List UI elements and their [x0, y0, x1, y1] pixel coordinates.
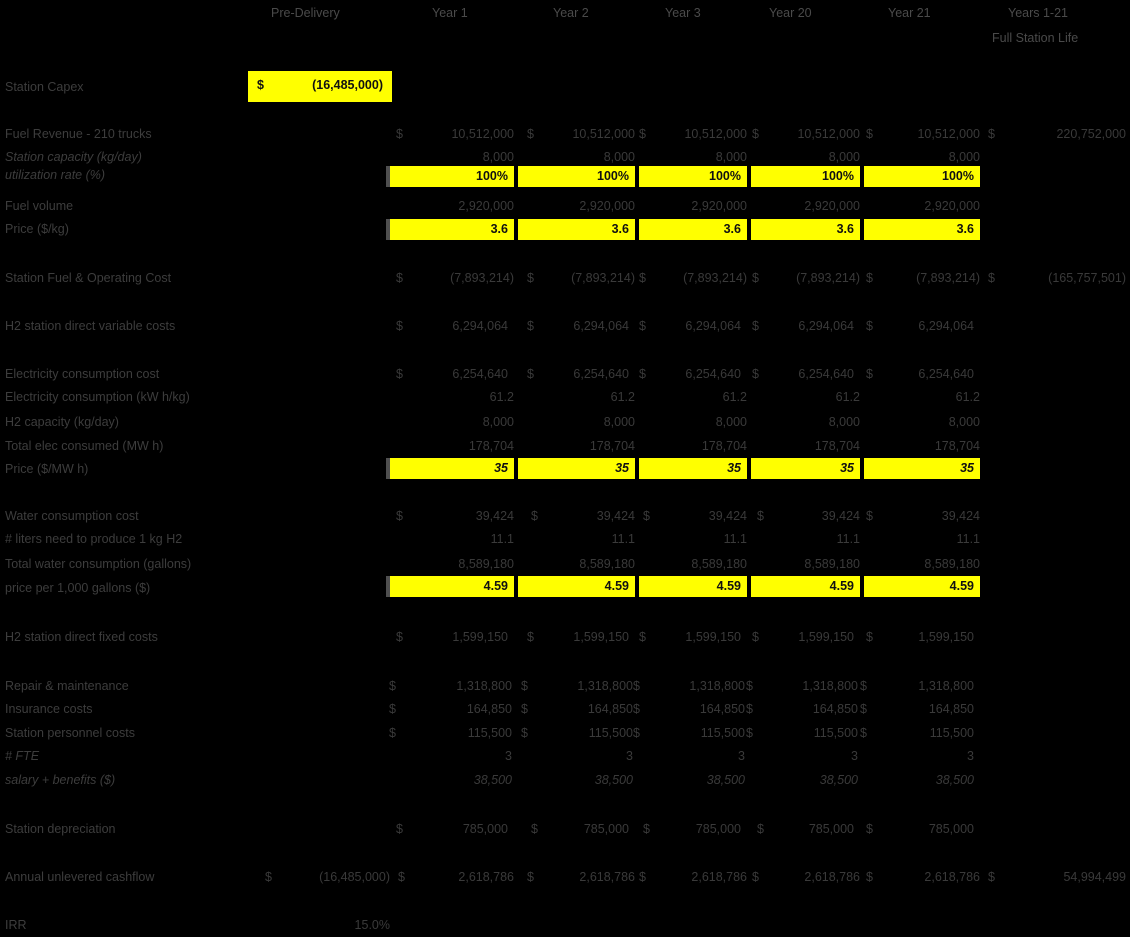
utilization-rate-year-2[interactable]: 100% [518, 166, 635, 187]
price-per-kg-year-20[interactable]: 3.6 [751, 219, 860, 240]
currency-symbol: $ [752, 127, 759, 141]
currency-symbol: $ [396, 127, 403, 141]
repair-maintenance-year-20: 1,318,800 [802, 679, 858, 693]
currency-symbol: $ [752, 271, 759, 285]
liters-per-kg-h2-year-2: 11.1 [611, 532, 635, 546]
currency-symbol: $ [643, 509, 650, 523]
water-consumption-cost-year-1: 39,424 [475, 509, 514, 523]
direct-variable-costs-year-21: 6,294,064 [918, 319, 974, 333]
liters-per-kg-h2-year-1: 11.1 [490, 532, 514, 546]
electricity-consumption-kwh-year-20: 61.2 [835, 390, 860, 404]
repair-maintenance-year-3: 1,318,800 [689, 679, 745, 693]
currency-symbol: $ [389, 702, 396, 716]
row-label-fuel-revenue: Fuel Revenue - 210 trucks [5, 127, 152, 141]
currency-symbol: $ [866, 271, 873, 285]
row-label-water-consumption-cost: Water consumption cost [5, 509, 139, 523]
currency-symbol: $ [396, 509, 403, 523]
currency-symbol: $ [639, 319, 646, 333]
row-label-station-personnel-costs: Station personnel costs [5, 726, 135, 740]
currency-symbol: $ [643, 822, 650, 836]
annual-unlevered-cashflow-year-2: 2,618,786 [579, 870, 635, 884]
currency-symbol: $ [757, 822, 764, 836]
row-label-total-elec-consumed: Total elec consumed (MW h) [5, 439, 164, 453]
total-elec-consumed-year-2: 178,704 [589, 439, 635, 453]
currency-symbol: $ [639, 127, 646, 141]
price-per-1000-gallons-year-20[interactable]: 4.59 [751, 576, 860, 597]
row-label-direct-variable-costs: H2 station direct variable costs [5, 319, 176, 333]
price-per-kg-year-21[interactable]: 3.6 [864, 219, 980, 240]
station-personnel-costs-year-1: 115,500 [467, 726, 512, 740]
station-personnel-costs-year-2: 115,500 [588, 726, 633, 740]
currency-symbol: $ [746, 726, 753, 740]
direct-fixed-costs-year-1: 1,599,150 [452, 630, 508, 644]
repair-maintenance-year-1: 1,318,800 [456, 679, 512, 693]
row-label-total-water-consumption: Total water consumption (gallons) [5, 557, 192, 571]
currency-symbol: $ [257, 78, 264, 92]
column-header-full-station-life: Full Station Life [992, 31, 1079, 45]
fuel-volume-year-2: 2,920,000 [579, 199, 635, 213]
currency-symbol: $ [752, 630, 759, 644]
station-fuel-operating-cost-year-1: (7,893,214) [450, 271, 514, 285]
station-capacity-year-20: 8,000 [828, 150, 860, 164]
insurance-costs-year-3: 164,850 [699, 702, 745, 716]
row-label-liters-per-kg-h2: # liters need to produce 1 kg H2 [5, 532, 183, 546]
currency-symbol: $ [752, 870, 759, 884]
currency-symbol: $ [752, 367, 759, 381]
station-fuel-operating-cost-year-3: (7,893,214) [683, 271, 747, 285]
annual-unlevered-cashflow-pre-delivery: (16,485,000) [319, 870, 390, 884]
currency-symbol: $ [866, 367, 873, 381]
price-per-1000-gallons-year-3[interactable]: 4.59 [639, 576, 747, 597]
row-label-insurance-costs: Insurance costs [5, 702, 93, 716]
currency-symbol: $ [866, 319, 873, 333]
price-per-mwh-year-3[interactable]: 35 [639, 458, 747, 479]
insurance-costs-year-2: 164,850 [587, 702, 633, 716]
currency-symbol: $ [265, 870, 272, 884]
currency-symbol: $ [527, 870, 534, 884]
direct-fixed-costs-year-21: 1,599,150 [918, 630, 974, 644]
station-fuel-operating-cost-year-2: (7,893,214) [571, 271, 635, 285]
fuel-revenue-year-21: 10,512,000 [917, 127, 980, 141]
currency-symbol: $ [527, 127, 534, 141]
row-label-h2-capacity: H2 capacity (kg/day) [5, 415, 119, 429]
salary-benefits-year-21: 38,500 [935, 773, 974, 787]
direct-variable-costs-year-1: 6,294,064 [452, 319, 508, 333]
row-label-electricity-consumption-cost: Electricity consumption cost [5, 367, 160, 381]
currency-symbol: $ [398, 870, 405, 884]
fte-year-20: 3 [851, 749, 858, 763]
annual-unlevered-cashflow-year-3: 2,618,786 [691, 870, 747, 884]
station-capacity-year-1: 8,000 [482, 150, 514, 164]
electricity-consumption-cost-year-3: 6,254,640 [685, 367, 741, 381]
price-per-mwh-year-21[interactable]: 35 [864, 458, 980, 479]
insurance-costs-year-1: 164,850 [466, 702, 512, 716]
annual-unlevered-cashflow-year-1: 2,618,786 [458, 870, 514, 884]
repair-maintenance-year-21: 1,318,800 [918, 679, 974, 693]
total-elec-consumed-year-3: 178,704 [701, 439, 747, 453]
currency-symbol: $ [866, 630, 873, 644]
water-consumption-cost-year-21: 39,424 [941, 509, 980, 523]
currency-symbol: $ [396, 630, 403, 644]
price-per-1000-gallons-year-21[interactable]: 4.59 [864, 576, 980, 597]
currency-symbol: $ [633, 726, 640, 740]
currency-symbol: $ [396, 367, 403, 381]
insurance-costs-year-21: 164,850 [928, 702, 974, 716]
currency-symbol: $ [866, 127, 873, 141]
direct-fixed-costs-year-3: 1,599,150 [685, 630, 741, 644]
row-label-station-fuel-operating-cost: Station Fuel & Operating Cost [5, 271, 172, 285]
electricity-consumption-kwh-year-1: 61.2 [489, 390, 514, 404]
currency-symbol: $ [396, 822, 403, 836]
utilization-rate-year-1[interactable]: 100% [390, 166, 514, 187]
row-label-fte: # FTE [5, 749, 40, 763]
currency-symbol: $ [521, 726, 528, 740]
currency-symbol: $ [527, 271, 534, 285]
price-per-1000-gallons-year-2[interactable]: 4.59 [518, 576, 635, 597]
row-label-station-capex: Station Capex [5, 80, 84, 94]
currency-symbol: $ [866, 870, 873, 884]
currency-symbol: $ [521, 702, 528, 716]
currency-symbol: $ [531, 509, 538, 523]
currency-symbol: $ [752, 319, 759, 333]
utilization-rate-year-21[interactable]: 100% [864, 166, 980, 187]
water-consumption-cost-year-20: 39,424 [821, 509, 860, 523]
currency-symbol: $ [746, 702, 753, 716]
currency-symbol: $ [633, 679, 640, 693]
station-fuel-operating-cost-year-20: (7,893,214) [796, 271, 860, 285]
total-water-consumption-year-20: 8,589,180 [804, 557, 860, 571]
currency-symbol: $ [389, 726, 396, 740]
direct-fixed-costs-year-2: 1,599,150 [573, 630, 629, 644]
station-personnel-costs-year-21: 115,500 [929, 726, 974, 740]
salary-benefits-year-20: 38,500 [819, 773, 858, 787]
station-depreciation-year-20: 785,000 [808, 822, 854, 836]
h2-capacity-year-2: 8,000 [603, 415, 635, 429]
currency-symbol: $ [860, 702, 867, 716]
currency-symbol: $ [639, 367, 646, 381]
currency-symbol: $ [531, 822, 538, 836]
station-capex-value-cell[interactable] [248, 71, 392, 102]
water-consumption-cost-year-3: 39,424 [708, 509, 747, 523]
total-water-consumption-year-2: 8,589,180 [579, 557, 635, 571]
column-header-years-1-21: Years 1-21 [1008, 6, 1068, 20]
station-depreciation-year-2: 785,000 [583, 822, 629, 836]
row-label-price-per-kg: Price ($/kg) [5, 222, 69, 236]
h2-capacity-year-1: 8,000 [482, 415, 514, 429]
electricity-consumption-kwh-year-3: 61.2 [722, 390, 747, 404]
price-per-kg-year-1[interactable]: 3.6 [390, 219, 514, 240]
electricity-consumption-cost-year-21: 6,254,640 [918, 367, 974, 381]
row-label-salary-benefits: salary + benefits ($) [5, 773, 116, 787]
repair-maintenance-year-2: 1,318,800 [577, 679, 633, 693]
price-per-kg-year-3[interactable]: 3.6 [639, 219, 747, 240]
annual-unlevered-cashflow-total: 54,994,499 [1063, 870, 1126, 884]
station-fuel-operating-cost-year-21: (7,893,214) [916, 271, 980, 285]
fuel-revenue-total: 220,752,000 [1056, 127, 1126, 141]
station-depreciation-year-21: 785,000 [928, 822, 974, 836]
row-label-direct-fixed-costs: H2 station direct fixed costs [5, 630, 158, 644]
row-label-station-depreciation: Station depreciation [5, 822, 116, 836]
electricity-consumption-kwh-year-2: 61.2 [610, 390, 635, 404]
fuel-volume-year-1: 2,920,000 [458, 199, 514, 213]
column-header-year-2: Year 2 [553, 6, 589, 20]
station-personnel-costs-year-3: 115,500 [700, 726, 745, 740]
station-capacity-year-21: 8,000 [948, 150, 980, 164]
fuel-revenue-year-2: 10,512,000 [572, 127, 635, 141]
total-elec-consumed-year-20: 178,704 [814, 439, 860, 453]
price-per-1000-gallons-year-1[interactable]: 4.59 [390, 576, 514, 597]
total-water-consumption-year-21: 8,589,180 [924, 557, 980, 571]
currency-symbol: $ [633, 702, 640, 716]
column-header-year-3: Year 3 [665, 6, 701, 20]
currency-symbol: $ [639, 271, 646, 285]
water-consumption-cost-year-2: 39,424 [596, 509, 635, 523]
station-capex-amount: (16,485,000) [312, 78, 383, 92]
direct-variable-costs-year-2: 6,294,064 [573, 319, 629, 333]
fuel-volume-year-21: 2,920,000 [924, 199, 980, 213]
h2-capacity-year-20: 8,000 [828, 415, 860, 429]
currency-symbol: $ [866, 509, 873, 523]
utilization-rate-year-20[interactable]: 100% [751, 166, 860, 187]
direct-fixed-costs-year-20: 1,599,150 [798, 630, 854, 644]
direct-variable-costs-year-3: 6,294,064 [685, 319, 741, 333]
currency-symbol: $ [639, 630, 646, 644]
row-label-annual-unlevered-cashflow: Annual unlevered cashflow [5, 870, 155, 884]
currency-symbol: $ [527, 367, 534, 381]
row-label-repair-maintenance: Repair & maintenance [5, 679, 129, 693]
currency-symbol: $ [988, 127, 995, 141]
station-fuel-operating-cost-total: (165,757,501) [1048, 271, 1126, 285]
fuel-volume-year-20: 2,920,000 [804, 199, 860, 213]
fuel-volume-year-3: 2,920,000 [691, 199, 747, 213]
salary-benefits-year-1: 38,500 [473, 773, 512, 787]
electricity-consumption-cost-year-2: 6,254,640 [573, 367, 629, 381]
currency-symbol: $ [521, 679, 528, 693]
fte-year-2: 3 [626, 749, 633, 763]
liters-per-kg-h2-year-21: 11.1 [956, 532, 980, 546]
electricity-consumption-cost-year-20: 6,254,640 [798, 367, 854, 381]
currency-symbol: $ [757, 509, 764, 523]
row-label-fuel-volume: Fuel volume [5, 199, 74, 213]
station-depreciation-year-1: 785,000 [462, 822, 508, 836]
fte-year-1: 3 [505, 749, 512, 763]
annual-unlevered-cashflow-year-20: 2,618,786 [804, 870, 860, 884]
insurance-costs-year-20: 164,850 [812, 702, 858, 716]
price-per-kg-year-2[interactable]: 3.6 [518, 219, 635, 240]
row-label-station-capacity: Station capacity (kg/day) [5, 150, 142, 164]
h2-capacity-year-3: 8,000 [715, 415, 747, 429]
total-elec-consumed-year-1: 178,704 [468, 439, 514, 453]
column-header-year-21: Year 21 [888, 6, 931, 20]
row-label-utilization-rate: utilization rate (%) [5, 168, 106, 182]
currency-symbol: $ [988, 271, 995, 285]
electricity-consumption-kwh-year-21: 61.2 [955, 390, 980, 404]
annual-unlevered-cashflow-year-21: 2,618,786 [924, 870, 980, 884]
station-personnel-costs-year-20: 115,500 [813, 726, 858, 740]
currency-symbol: $ [866, 822, 873, 836]
currency-symbol: $ [988, 870, 995, 884]
station-depreciation-year-3: 785,000 [695, 822, 741, 836]
direct-variable-costs-year-20: 6,294,064 [798, 319, 854, 333]
total-water-consumption-year-1: 8,589,180 [458, 557, 514, 571]
total-elec-consumed-year-21: 178,704 [934, 439, 980, 453]
utilization-rate-year-3[interactable]: 100% [639, 166, 747, 187]
salary-benefits-year-2: 38,500 [594, 773, 633, 787]
row-label-price-per-mwh: Price ($/MW h) [5, 462, 89, 476]
total-water-consumption-year-3: 8,589,180 [691, 557, 747, 571]
station-capacity-year-2: 8,000 [603, 150, 635, 164]
irr-value: 15.0% [354, 918, 390, 932]
row-label-irr: IRR [5, 918, 27, 932]
currency-symbol: $ [860, 726, 867, 740]
currency-symbol: $ [527, 319, 534, 333]
currency-symbol: $ [396, 271, 403, 285]
price-per-mwh-year-2[interactable]: 35 [518, 458, 635, 479]
price-per-mwh-year-20[interactable]: 35 [751, 458, 860, 479]
currency-symbol: $ [389, 679, 396, 693]
currency-symbol: $ [527, 630, 534, 644]
column-header-pre-delivery: Pre-Delivery [271, 6, 340, 20]
currency-symbol: $ [396, 319, 403, 333]
fte-year-3: 3 [738, 749, 745, 763]
row-label-electricity-consumption-kwh: Electricity consumption (kW h/kg) [5, 390, 190, 404]
liters-per-kg-h2-year-20: 11.1 [836, 532, 860, 546]
salary-benefits-year-3: 38,500 [706, 773, 745, 787]
fuel-revenue-year-1: 10,512,000 [451, 127, 514, 141]
currency-symbol: $ [639, 870, 646, 884]
electricity-consumption-cost-year-1: 6,254,640 [452, 367, 508, 381]
column-header-year-1: Year 1 [432, 6, 468, 20]
column-header-year-20: Year 20 [769, 6, 812, 20]
liters-per-kg-h2-year-3: 11.1 [723, 532, 747, 546]
station-capacity-year-3: 8,000 [715, 150, 747, 164]
price-per-mwh-year-1[interactable]: 35 [390, 458, 514, 479]
fuel-revenue-year-3: 10,512,000 [684, 127, 747, 141]
currency-symbol: $ [746, 679, 753, 693]
currency-symbol: $ [860, 679, 867, 693]
h2-capacity-year-21: 8,000 [948, 415, 980, 429]
row-label-price-per-1000-gallons: price per 1,000 gallons ($) [5, 581, 151, 595]
fuel-revenue-year-20: 10,512,000 [797, 127, 860, 141]
fte-year-21: 3 [967, 749, 974, 763]
